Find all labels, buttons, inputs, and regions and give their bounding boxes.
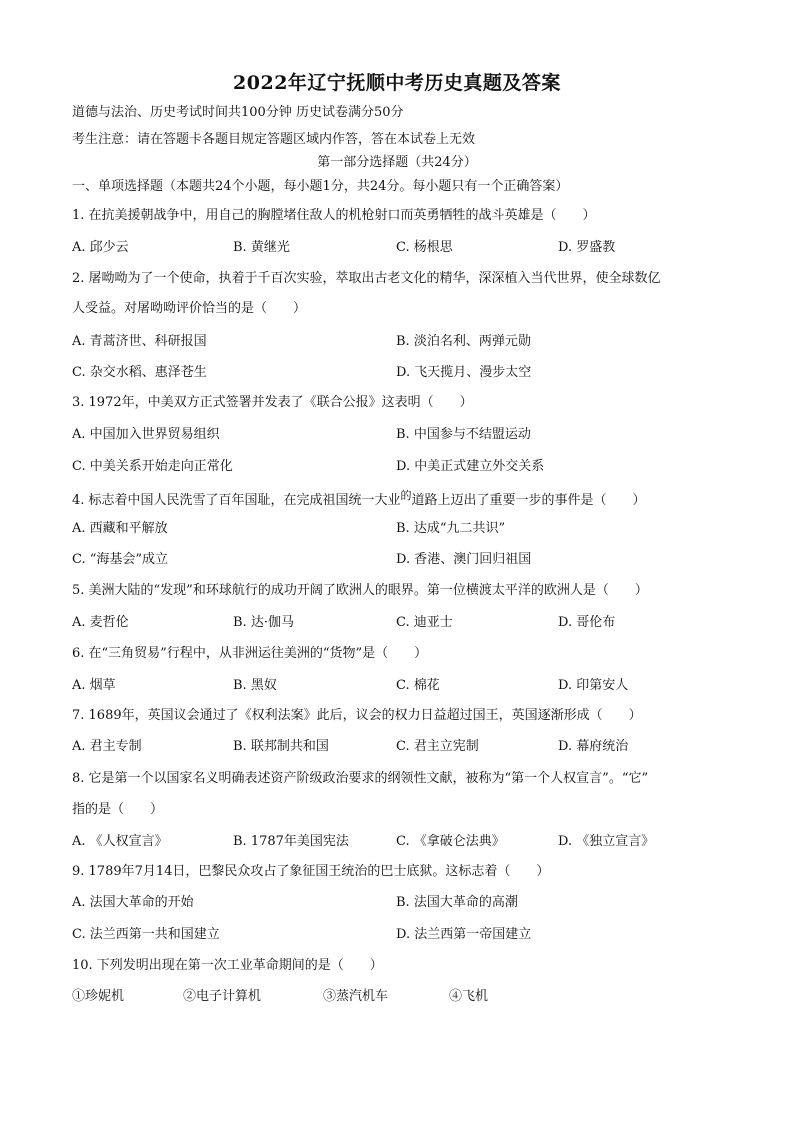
section-heading: 一、单项选择题（本题共24个小题，每小题1分，共24分。每小题只有一个正确答案） bbox=[72, 179, 569, 194]
option-c: C. 杨根思 bbox=[396, 240, 453, 255]
choice-item-2: ②电子计算机 bbox=[183, 989, 262, 1004]
exam-title: 2022年辽宁抚顺中考历史真题及答案 bbox=[233, 72, 561, 94]
option-b: B. 法国大革命的高潮 bbox=[396, 895, 518, 910]
option-d: D. 印第安人 bbox=[558, 678, 629, 693]
choice-item-3: ③蒸汽机车 bbox=[323, 989, 389, 1004]
option-c: C. 法兰西第一共和国建立 bbox=[72, 927, 220, 942]
option-c: C. 棉花 bbox=[396, 678, 440, 693]
option-b: B. 淡泊名利、两弹元勋 bbox=[396, 334, 531, 349]
option-d: D. 罗盛教 bbox=[558, 240, 616, 255]
option-b: B. 黑奴 bbox=[233, 678, 277, 693]
option-c: C. “海基会”成立 bbox=[72, 552, 169, 567]
option-d: D. 中美正式建立外交关系 bbox=[396, 459, 545, 474]
question-stem: 7. 1689年，英国议会通过了《权利法案》此后，议会的权力日益超过国王，英国逐渐形成（ ） bbox=[72, 708, 642, 723]
part-heading: 第一部分选择题（共24分） bbox=[317, 155, 477, 170]
stem-part: 4. 标志着中国人民洗雪了百年国耻，在完成祖国统一大业 bbox=[72, 493, 401, 508]
option-b: B. 黄继光 bbox=[233, 240, 290, 255]
option-a: A. 邱少云 bbox=[72, 240, 129, 255]
question-stem: 10. 下列发明出现在第一次工业革命期间的是（ ） bbox=[72, 958, 383, 973]
option-c: C. 君主立宪制 bbox=[396, 739, 479, 754]
option-b: B. 联邦制共和国 bbox=[233, 739, 329, 754]
stem-superscript: 的 bbox=[400, 489, 412, 502]
option-d: D. 哥伦布 bbox=[558, 615, 616, 630]
stem-part: 道路上迈出了重要一步的事件是（ ） bbox=[411, 493, 646, 508]
option-d: D. 法兰西第一帝国建立 bbox=[396, 927, 532, 942]
option-a: A. 法国大革命的开始 bbox=[72, 895, 194, 910]
option-b: B. 达·伽马 bbox=[233, 615, 294, 630]
question-stem-continued: 指的是（ ） bbox=[72, 802, 164, 817]
question-stem: 6. 在“三角贸易”行程中，从非洲运往美洲的“货物”是（ ） bbox=[72, 646, 428, 661]
option-a: A. 烟草 bbox=[72, 678, 116, 693]
question-stem: 2. 屠呦呦为了一个使命，执着于千百次实验，萃取出古老文化的精华，深深植入当代世界，使全球数亿 bbox=[72, 271, 661, 286]
exam-time-info: 道德与法治、历史考试时间共100分钟 历史试卷满分50分 bbox=[72, 105, 404, 120]
candidate-notice: 考生注意：请在答题卡各题目规定答题区域内作答，答在本试卷上无效 bbox=[72, 132, 476, 147]
option-a: A. 青蒿济世、科研报国 bbox=[72, 334, 207, 349]
question-stem: 9. 1789年7月14日，巴黎民众攻占了象征国王统治的巴士底狱。这标志着（ ） bbox=[72, 864, 550, 879]
option-b: B. 1787年美国宪法 bbox=[233, 834, 349, 849]
choice-item-4: ④飞机 bbox=[449, 989, 489, 1004]
option-a: A. 麦哲伦 bbox=[72, 615, 129, 630]
option-d: D. 飞天揽月、漫步太空 bbox=[396, 365, 532, 380]
question-stem: 1. 在抗美援朝战争中，用自己的胸膛堵住敌人的机枪射口而英勇牺牲的战斗英雄是（ ） bbox=[72, 208, 596, 223]
question-stem bbox=[72, 489, 646, 510]
option-a: A. 君主专制 bbox=[72, 739, 142, 754]
option-a: A. 中国加入世界贸易组织 bbox=[72, 427, 220, 442]
option-c: C. 中美关系开始走向正常化 bbox=[72, 459, 233, 474]
choice-item-1: ①珍妮机 bbox=[72, 989, 125, 1004]
question-stem-continued: 人受益。对屠呦呦评价恰当的是（ ） bbox=[72, 301, 307, 316]
option-b: B. 达成“九二共识” bbox=[396, 521, 506, 536]
option-c: C. 迪亚士 bbox=[396, 615, 453, 630]
option-b: B. 中国参与不结盟运动 bbox=[396, 427, 531, 442]
option-d: D. 香港、澳门回归祖国 bbox=[396, 552, 532, 567]
option-d: D. 《独立宣言》 bbox=[558, 834, 655, 849]
option-a: A. 西藏和平解放 bbox=[72, 521, 168, 536]
question-stem: 5. 美洲大陆的“发现”和环球航行的成功开阔了欧洲人的眼界。第一位横渡太平洋的欧洲人是（ ） bbox=[72, 583, 648, 598]
option-c: C. 《拿破仑法典》 bbox=[396, 834, 505, 849]
question-stem: 3. 1972年，中美双方正式签署并发表了《联合公报》这表明（ ） bbox=[72, 395, 473, 410]
option-c: C. 杂交水稻、惠泽苍生 bbox=[72, 365, 207, 380]
option-d: D. 幕府统治 bbox=[558, 739, 629, 754]
option-a: A. 《人权宣言》 bbox=[72, 834, 168, 849]
question-stem: 8. 它是第一个以国家名义明确表述资产阶级政治要求的纲领性文献，被称为“第一个人权宣言”。“它” bbox=[72, 771, 649, 786]
